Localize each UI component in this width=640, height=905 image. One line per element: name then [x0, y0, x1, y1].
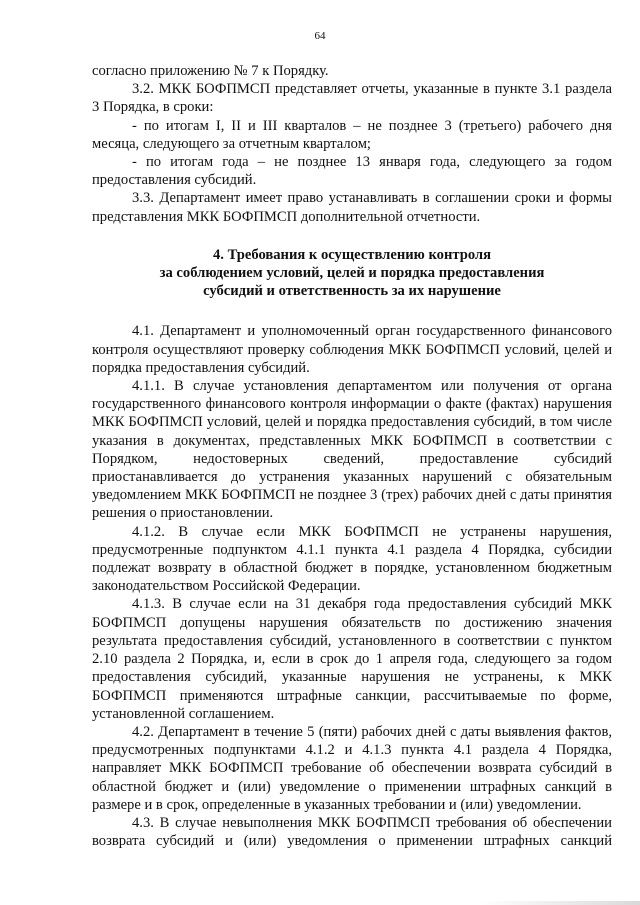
section-heading: [92, 246, 612, 301]
paragraph-3-2: 3.2. МКК БОФПМСП представляет отчеты, указанные в пункте 3.1 раздела 3 Порядка, в сроки:: [92, 81, 612, 116]
section-heading-line-3: субсидий и ответственность за их нарушение: [203, 283, 501, 300]
paragraph-continuation: согласно приложению № 7 к Порядку.: [92, 63, 329, 79]
paragraph-4-1-2: 4.1.2. В случае если МКК БОФПМСП не устранены нарушения, предусмотренные подпунктом 4.1.1 пункта 4.1 раздела 4 Порядка, субсидии подлежат возврату в областной бюджет в порядке, установленном бюджетным законодательством Российской Федерации.: [92, 523, 612, 595]
page-number: 64: [314, 30, 326, 42]
section-heading-line-2: за соблюдением условий, целей и порядка предоставления: [159, 265, 545, 282]
paragraph-4-1: 4.1. Департамент и уполномоченный орган государственного финансового контроля осуществляют проверку соблюдения МКК БОФПМСП условий, целей и порядка предоставления субсидий.: [92, 323, 612, 376]
document-body: [92, 62, 612, 850]
scan-edge-shadow: [480, 901, 640, 905]
paragraph-4-2: 4.2. Департамент в течение 5 (пяти) рабочих дней с даты выявления фактов, предусмотренных подпунктами 4.1.2 и 4.1.3 пункта 4.1 раздела 4 Порядка, направляет МКК БОФПМСП требование об обеспечении возврата субсидий в областной бюджет и (или) уведомление о применении штрафных санкций в размере и в срок, определенные в указанных требовании и (или) уведомлении.: [92, 723, 612, 813]
paragraph-4-1-3: 4.1.3. В случае если на 31 декабря года предоставления субсидий МКК БОФПМСП допущены нарушения обязательств по достижению значения результата предоставления субсидий, установленного в соответствии с пунктом 2.10 раздела 2 Порядка, и, если в срок до 1 апреля года, следующего за годом предоставления субсидий, указанные нарушения не устранены, к МКК БОФПМСП применяются штрафные санкции, рассчитываемые по форме, установленной соглашением.: [92, 596, 612, 722]
section-heading-line-1: 4. Требования к осуществлению контроля: [212, 246, 492, 263]
paragraph-4-1-1: 4.1.1. В случае установления департаментом или получения от органа государственного финансового контроля информации о факте (фактах) нарушения МКК БОФПМСП условий, целей и порядка предоставления субсидий, в том числе указания в документах, представленных МКК БОФПМСП в соответствии с Порядком, недостоверных сведений, предоставление субсидий приостанавливается до устранения указанных нарушений с обязательным уведомлением МКК БОФПМСП не позднее 3 (трех) рабочих дней с даты принятия решения о приостановлении.: [92, 378, 612, 522]
paragraph-4-3: 4.3. В случае невыполнения МКК БОФПМСП требования об обеспечении возврата субсидий и (или) уведомления о применении штрафных санкций: [92, 814, 612, 850]
paragraph-3-2-annual: - по итогам года – не позднее 13 января года, следующего за годом предоставления субсидий.: [92, 154, 612, 189]
paragraph-3-2-quarterly: - по итогам I, II и III кварталов – не позднее 3 (третьего) рабочего дня месяца, следующего за отчетным кварталом;: [92, 117, 612, 152]
paragraph-3-3: 3.3. Департамент имеет право устанавливать в соглашении сроки и формы представления МКК БОФПМСП дополнительной отчетности.: [92, 190, 612, 225]
